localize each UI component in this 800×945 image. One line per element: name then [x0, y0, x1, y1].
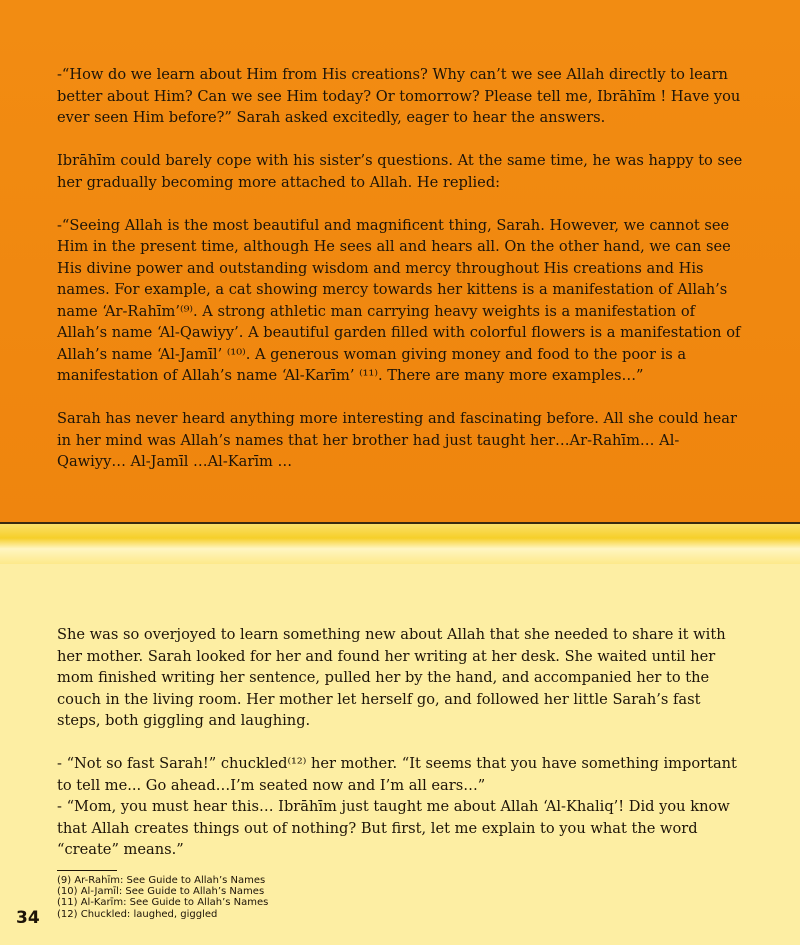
paragraph-share-with-mother: She was so overjoyed to learn something new about Allah that she needed to share it with her mother. Sarah looked for her and found her writing at her desk. She waited until her mom finished writing her sentence, pulled her by the hand, and accompanied her to the couch in the living room. Her mother let herself go, and followed her little Sarah’s fast steps, both giggling and laughing.	[57, 626, 726, 729]
footnote-9: (9) Ar-Rahīm: See Guide to Allah’s Names	[57, 875, 266, 886]
dialogue-sarah: - “Mom, you must hear this… Ibrāhīm just taught me about Allah ‘Al-Khaliq’! Did you know that Allah creates things out of nothing? But first, let me explain to you what the word “create” means.”	[57, 798, 730, 858]
story-text-bottom	[57, 624, 747, 861]
footnote-12: (12) Chuckled: laughed, giggled	[57, 908, 218, 920]
paragraph-questions: -“How do we learn about Him from His creations? Why can’t we see Allah directly to learn better about Him? Can we see Him today? Or tomorrow? Please tell me, Ibrāhīm ! Have you ever seen Him before?” Sarah asked excitedly, eager to hear the answers.	[57, 66, 741, 126]
footnote-rule	[57, 870, 117, 871]
yellow-stripe-band	[0, 524, 800, 564]
paragraph-ibrahim-reply-intro: Ibrāhīm could barely cope with his sister’s questions. At the same time, he was happy to see her gradually becoming more attached to Allah. He replied:	[57, 152, 743, 191]
footnotes	[57, 875, 457, 920]
story-text-top	[57, 64, 747, 473]
page-number: 34	[16, 908, 40, 928]
paragraph-seeing-allah: -“Seeing Allah is the most beautiful and magnificent thing, Sarah. However, we cannot see Him in the present time, although He sees all and hears all. On the other hand, we can see His divine power and outstanding wisdom and mercy throughout His creations and His names. For example, a cat showing mercy towards her kittens is a manifestation of Allah’s name ‘Ar-Rahīm’⁽⁹⁾. A strong athletic man carrying heavy weights is a manifestation of Allah’s name ‘Al-Qawiyy’. A beautiful garden filled with colorful flowers is a manifestation of Allah’s name ‘Al-Jamīl’ ⁽¹⁰⁾. A generous woman giving money and food to the poor is a manifestation of Allah’s name ‘Al-Karīm’ ⁽¹¹⁾. There are many more examples…”	[57, 216, 741, 384]
paragraph-sarah-fascinated: Sarah has never heard anything more interesting and fascinating before. All she could hear in her mind was Allah’s names that her brother had just taught her…Ar-Rahīm… Al-Qawiyy… Al-Jamīl …Al-Karīm …	[57, 410, 737, 470]
footnote-11: (11) Al-Karīm: See Guide to Allah’s Names	[57, 897, 269, 909]
dialogue-mother: - “Not so fast Sarah!” chuckled⁽¹²⁾ her mother. “It seems that you have something important to tell me... Go ahead…I’m seated now and I’m all ears…”	[57, 755, 737, 794]
footnote-10: (10) Al-Jamīl: See Guide to Allah’s Names	[57, 886, 265, 898]
